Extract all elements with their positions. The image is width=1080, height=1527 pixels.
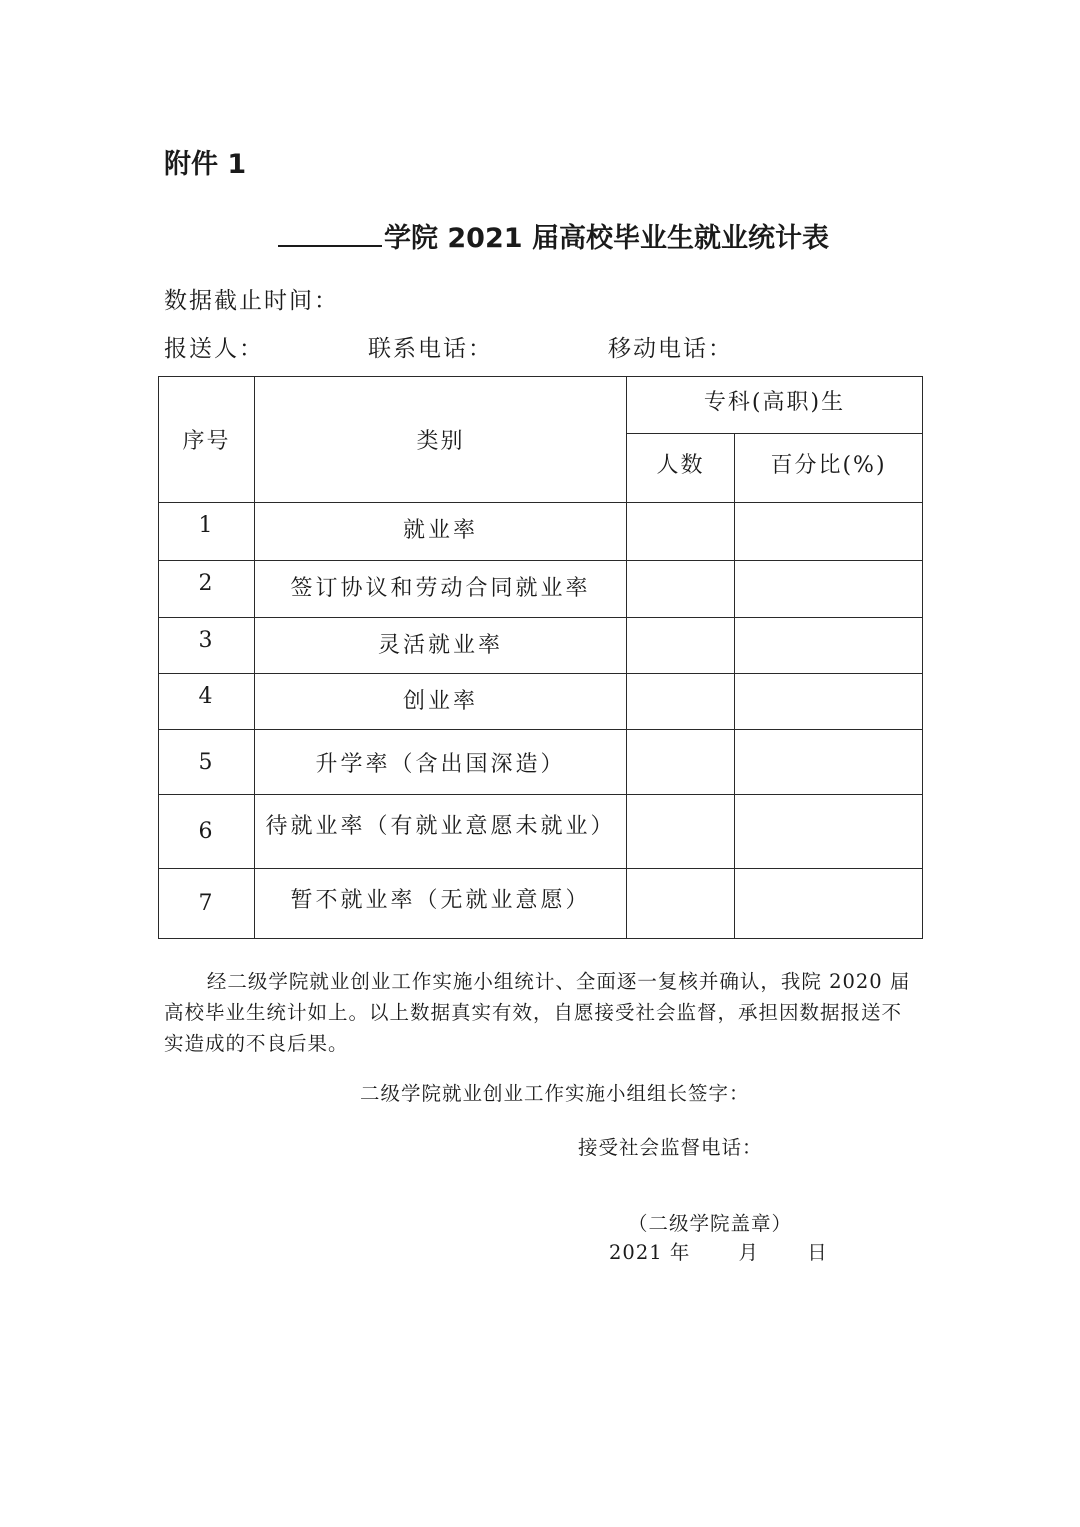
row-category: 签订协议和劳动合同就业率 — [255, 561, 627, 618]
count-cell — [627, 730, 735, 795]
table-row — [159, 503, 923, 561]
college-name-blank — [278, 219, 382, 247]
row-index: 3 — [159, 618, 255, 674]
cutoff-date-label: 数据截止时间： — [164, 288, 339, 314]
header-percent: 百分比(%) — [735, 434, 923, 503]
table-row — [159, 730, 923, 795]
table-row — [159, 618, 923, 674]
table-row — [159, 674, 923, 730]
count-cell — [627, 869, 735, 939]
table-row — [159, 795, 923, 869]
row-category: 创业率 — [255, 674, 627, 730]
title-text: 学院 2021 届高校毕业生就业统计表 — [384, 223, 829, 254]
header-count: 人数 — [627, 434, 735, 503]
row-index: 1 — [159, 503, 255, 561]
row-index: 4 — [159, 674, 255, 730]
percent-cell — [735, 730, 923, 795]
count-cell — [627, 503, 735, 561]
row-category: 灵活就业率 — [255, 618, 627, 674]
percent-cell — [735, 561, 923, 618]
mobile-phone-label: 移动电话： — [608, 336, 733, 362]
percent-cell — [735, 503, 923, 561]
seal-label: （二级学院盖章） — [628, 1212, 793, 1235]
percent-cell — [735, 795, 923, 869]
leader-signature-label: 二级学院就业创业工作实施小组组长签字： — [360, 1082, 750, 1105]
count-cell — [627, 795, 735, 869]
contact-phone-label: 联系电话： — [368, 336, 493, 362]
row-index: 5 — [159, 730, 255, 795]
header-college-group: 专科(高职)生 — [627, 377, 923, 434]
row-category: 就业率 — [255, 503, 627, 561]
row-index: 7 — [159, 869, 255, 939]
supervision-phone-label: 接受社会监督电话： — [578, 1136, 763, 1159]
date-line: 2021 年 月 日 — [609, 1241, 828, 1264]
table-row — [159, 869, 923, 939]
percent-cell — [735, 674, 923, 730]
row-category: 升学率（含出国深造） — [255, 730, 627, 795]
employment-stats-table — [158, 376, 923, 939]
percent-cell — [735, 869, 923, 939]
statement-paragraph: 经二级学院就业创业工作实施小组统计、全面逐一复核并确认，我院 2020 届高校毕业生统计如上。以上数据真实有效，自愿接受社会监督，承担因数据报送不实造成的不良后果。 — [164, 970, 911, 1055]
count-cell — [627, 674, 735, 730]
header-category: 类别 — [255, 377, 627, 503]
row-category: 待就业率（有就业意愿未就业） — [255, 795, 627, 869]
submitter-label: 报送人： — [164, 336, 264, 362]
row-index: 6 — [159, 795, 255, 869]
header-index: 序号 — [159, 377, 255, 503]
count-cell — [627, 561, 735, 618]
table-row — [159, 561, 923, 618]
count-cell — [627, 618, 735, 674]
percent-cell — [735, 618, 923, 674]
row-category: 暂不就业率（无就业意愿） — [255, 869, 627, 939]
row-index: 2 — [159, 561, 255, 618]
attachment-label: 附件 1 — [164, 149, 247, 180]
document-title — [278, 216, 829, 255]
